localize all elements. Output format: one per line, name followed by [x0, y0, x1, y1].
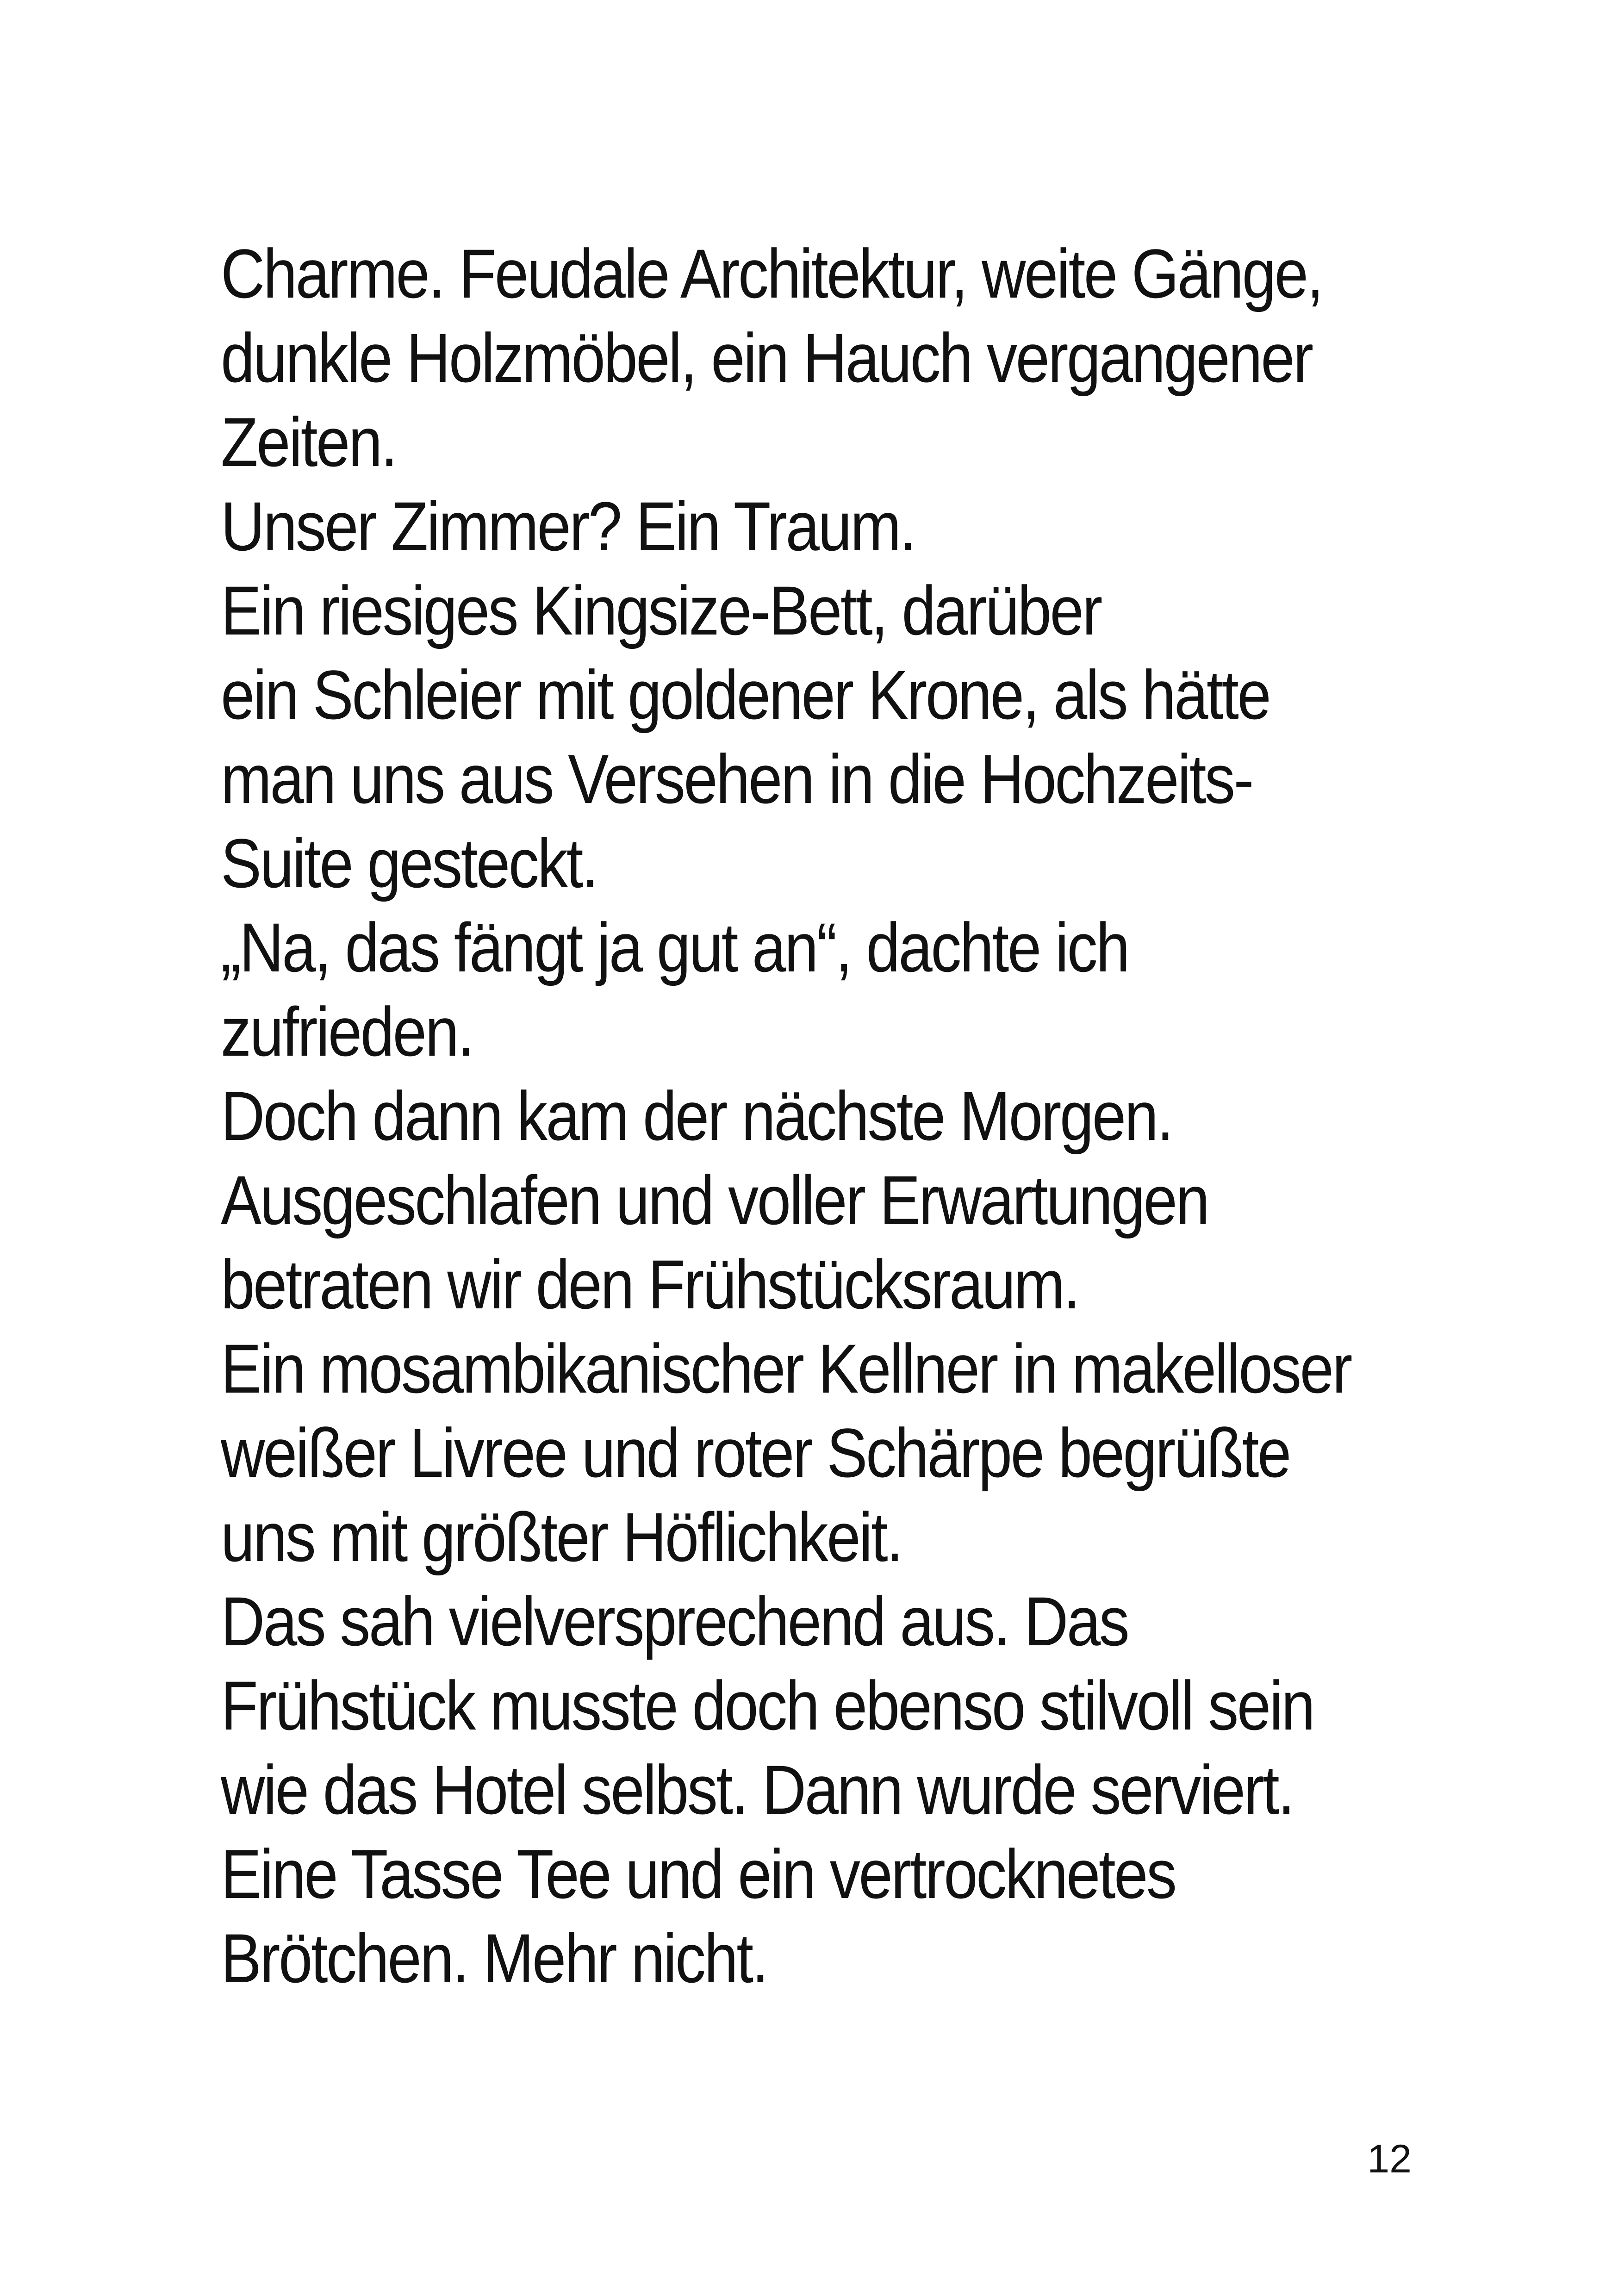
text-line: „Na, das fängt ja gut an“, dachte ich [221, 908, 1129, 986]
text-line: uns mit größter Höflichkeit. [221, 1498, 902, 1576]
text-line: betraten wir den Frühstücksraum. [221, 1245, 1079, 1323]
text-line: Eine Tasse Tee und ein vertrocknetes [221, 1835, 1176, 1913]
text-line: Zeiten. [221, 403, 396, 481]
text-line: dunkle Holzmöbel, ein Hauch vergangener [221, 319, 1312, 397]
text-line: Charme. Feudale Architektur, weite Gänge, [221, 235, 1322, 312]
text-line: wie das Hotel selbst. Dann wurde serviert. [221, 1751, 1294, 1829]
text-line: man uns aus Versehen in die Hochzeits- [221, 740, 1252, 818]
text-line: zufrieden. [221, 993, 473, 1070]
text-line: Ein mosambikanischer Kellner in makelloser [221, 1330, 1351, 1407]
text-line: Suite gesteckt. [221, 824, 597, 902]
body-text [221, 231, 1470, 2000]
text-line: Unser Zimmer? Ein Traum. [221, 487, 915, 565]
text-line: Ausgeschlafen und voller Erwartungen [221, 1161, 1208, 1239]
text-line: Das sah vielversprechend aus. Das [221, 1582, 1128, 1660]
text-line: Doch dann kam der nächste Morgen. [221, 1077, 1172, 1155]
text-line: ein Schleier mit goldener Krone, als hätte [221, 656, 1270, 734]
page-number: 12 [1367, 2137, 1412, 2181]
text-line: Brötchen. Mehr nicht. [221, 1919, 767, 1997]
text-line: Frühstück musste doch ebenso stilvoll sein [221, 1667, 1314, 1744]
text-line: weißer Livree und roter Schärpe begrüßte [221, 1414, 1290, 1492]
text-line: Ein riesiges Kingsize-Bett, darüber [221, 572, 1101, 649]
